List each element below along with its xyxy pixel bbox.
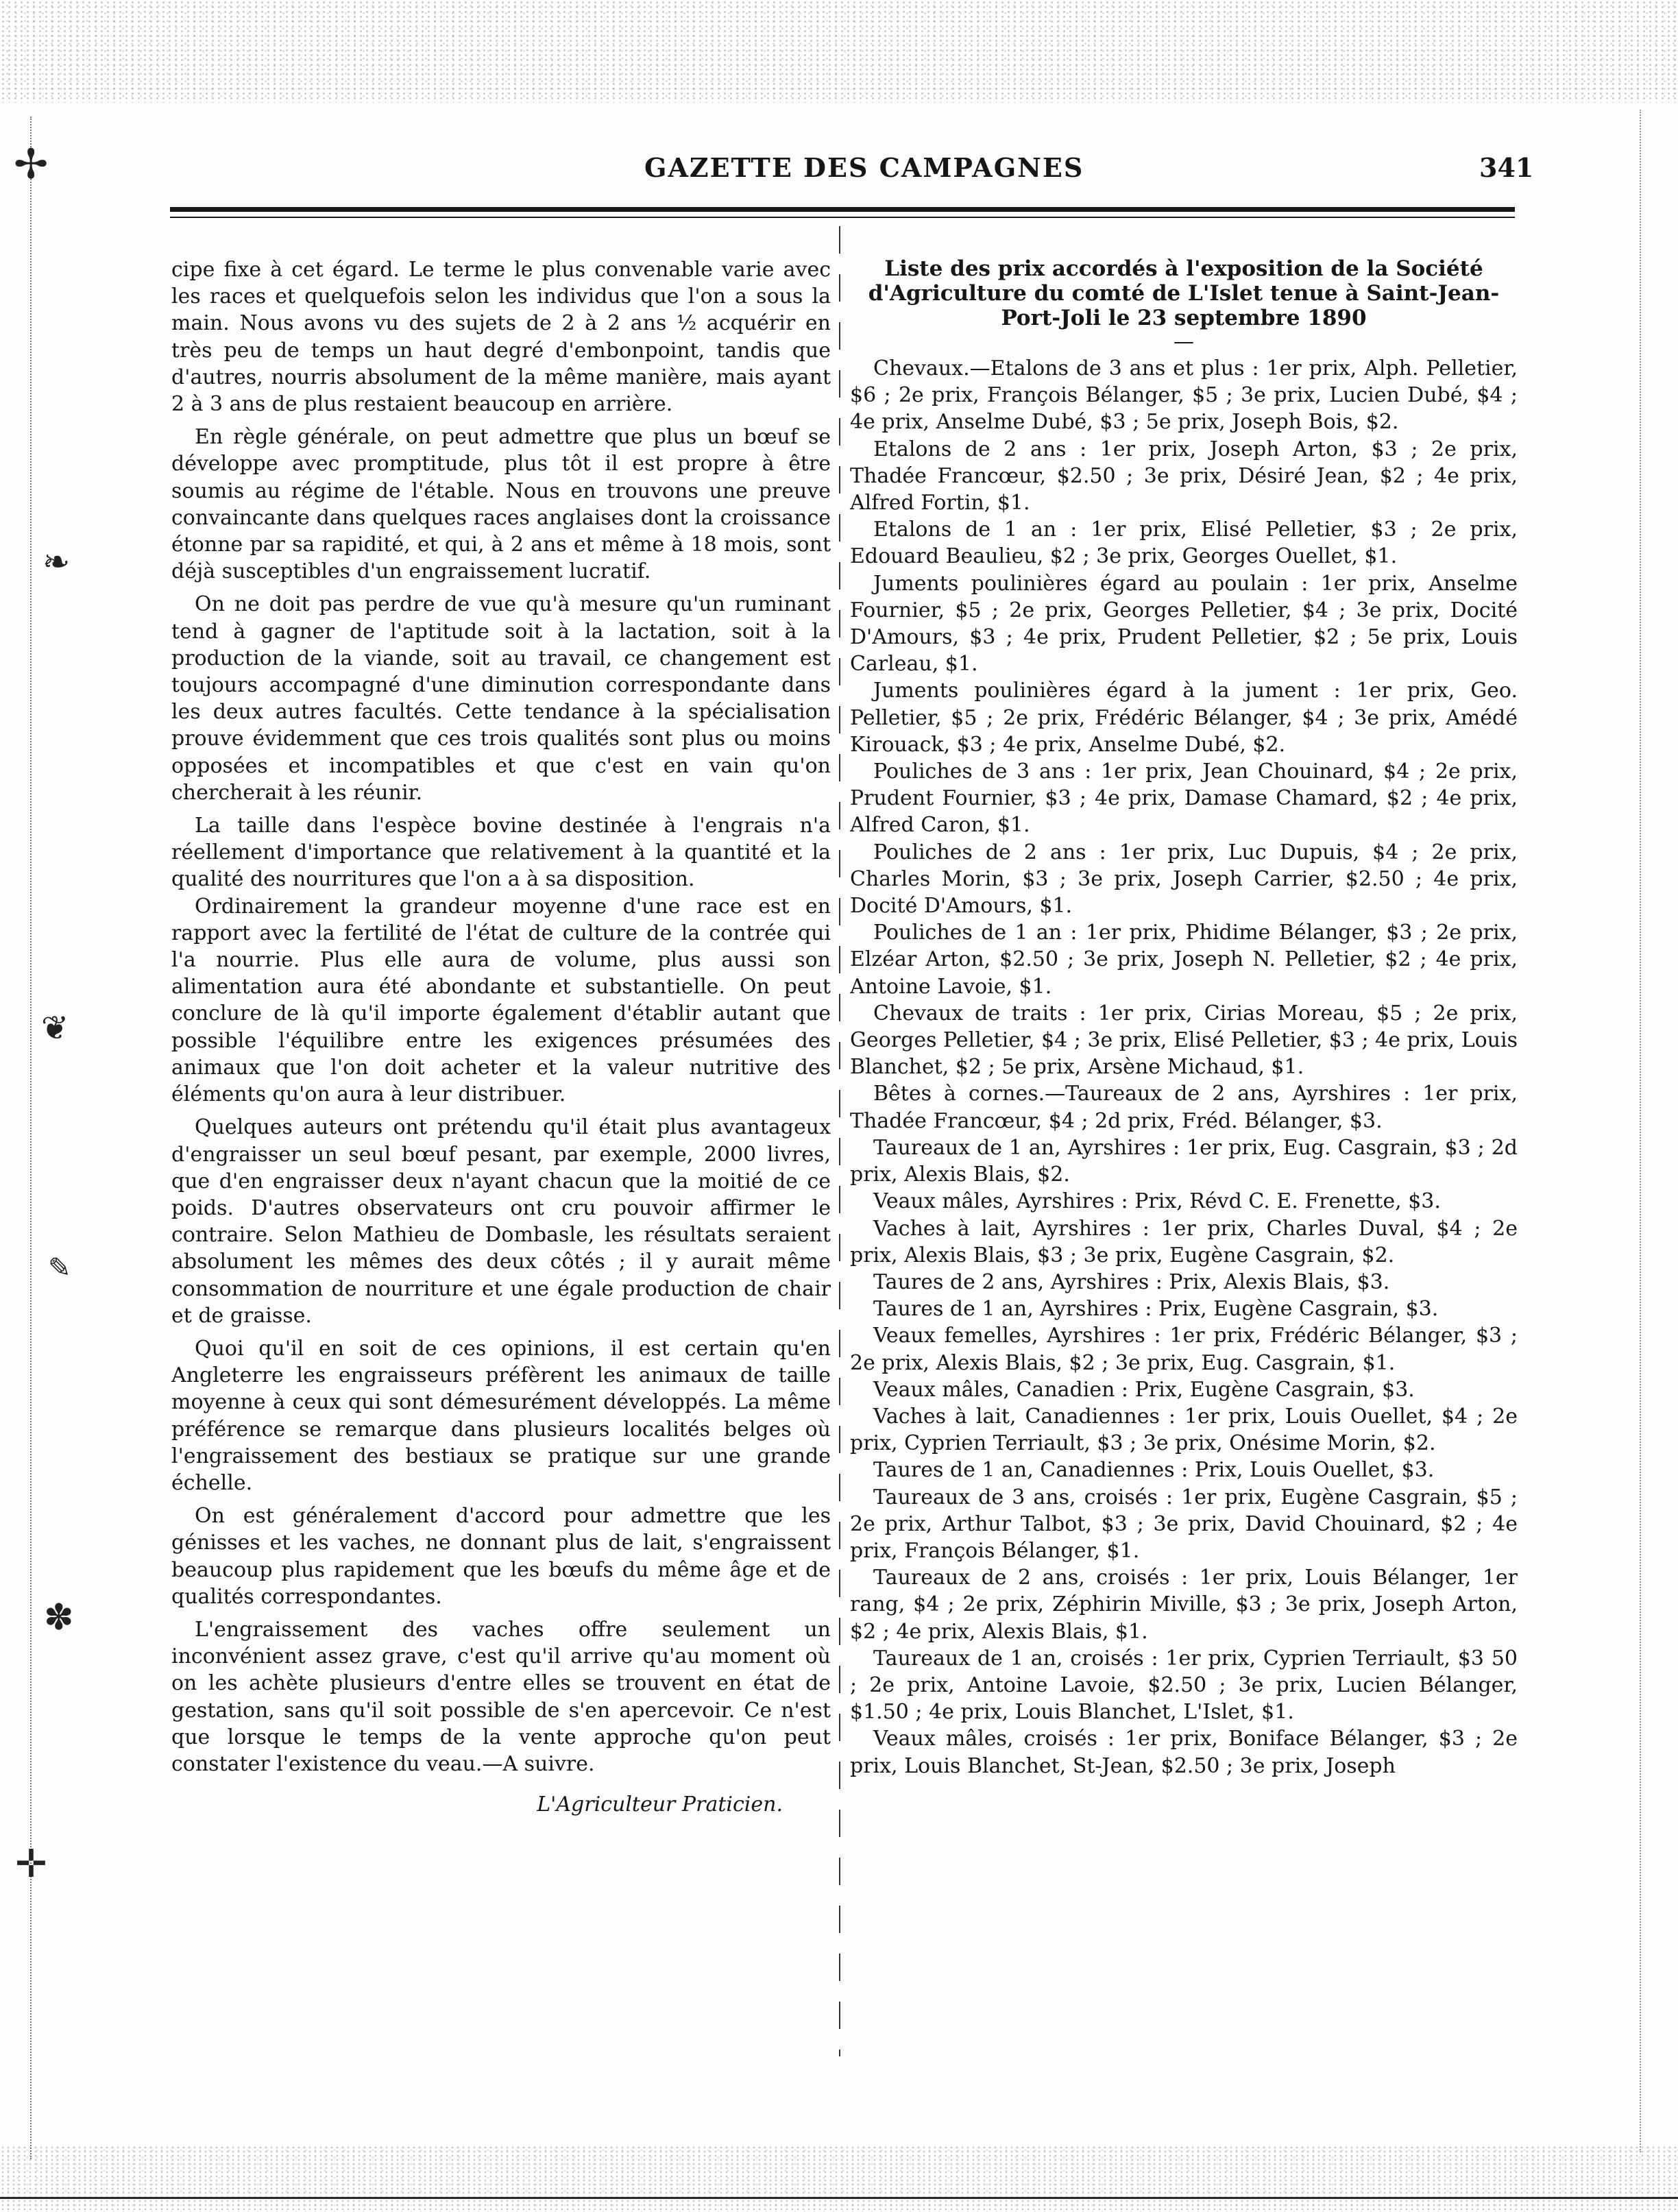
prize-entry: Pouliches de 2 ans : 1er prix, Luc Dupuis, $4 ; 2e prix, Charles Morin, $3 ; 3e prix, Joseph Carrier, $2.50 ; 4e prix, Docité D'Amours, $1. (850, 840, 1518, 919)
prize-entry: Taureaux de 1 an, croisés : 1er prix, Cyprien Terriault, $3 50 ; 2e prix, Antoine Lavoie, $2.50 ; 3e prix, Lucien Bélanger, $1.50 ; 4e prix, Louis Blanchet, L'Islet, $1. (850, 1646, 1518, 1725)
article-paragraph: L'engraissement des vaches offre seulement un inconvénient assez grave, c'est qu'il arrive qu'au moment où on les achète plusieurs d'entre elles se trouvent en état de gestation, sans qu'il soit possible de s'en apercevoir. Ce n'est que lorsque le temps de la vente approche qu'on peut constater l'existence du veau.—A suivre. (171, 1617, 831, 1776)
prize-entry: Chevaux de traits : 1er prix, Cirias Moreau, $5 ; 2e prix, Georges Pelletier, $4 ; 3e prix, Elisé Pelletier, $3 ; 4e prix, Louis Blanchet, $2 ; 5e prix, Arsène Michaud, $1. (850, 1001, 1518, 1080)
prize-entry: Taureaux de 2 ans, croisés : 1er prix, Louis Bélanger, 1er rang, $4 ; 2e prix, Zéphirin Miville, $3 ; 3e prix, Joseph Arton, $2 ; 4e prix, Alexis Blais, $1. (850, 1566, 1518, 1644)
bottom-edge-rule (0, 2197, 1678, 2199)
title-dash: — (1174, 330, 1194, 354)
article-paragraph: En règle générale, on peut admettre que plus un bœuf se développe avec promptitude, plus tôt il est propre à être soumis au régime de l'étable. Nous en trouvons une preuve convaincante dans quelques races anglaises dont la croissance étonne par sa rapidité, et qui, à 2 ans et même à 18 mois, sont déjà susceptibles d'un engraissement lucratif. (171, 425, 831, 584)
prize-entry: Etalons de 1 an : 1er prix, Elisé Pelletier, $3 ; 2e prix, Edouard Beaulieu, $2 ; 3e prix, Georges Ouellet, $1. (850, 518, 1518, 569)
prize-entry: Vaches à lait, Canadiennes : 1er prix, Louis Ouellet, $4 ; 2e prix, Cyprien Terriault, $3 ; 3e prix, Onésime Morin, $2. (850, 1404, 1518, 1456)
prize-entry: Taures de 1 an, Canadiennes : Prix, Louis Ouellet, $3. (873, 1458, 1435, 1483)
prize-entry: Juments poulinières égard à la jument : 1er prix, Geo. Pelletier, $5 ; 2e prix, Frédéric Bélanger, $4 ; 3e prix, Amédé Kirouack, $3 ; 4e prix, Anselme Dubé, $2. (850, 679, 1518, 757)
article-paragraph: Quelques auteurs ont prétendu qu'il était plus avantageux d'engraisser un seul bœuf pesant, par exemple, 2000 livres, que d'en engraisser deux n'ayant chacun que la moitié de ce poids. D'autres observateurs ont cru pouvoir affirmer le contraire. Selon Mathieu de Dombasle, les résultats seraient absolument les mêmes des deux côtés ; il y aurait même consommation de nourriture et une égale production de chair et de graisse. (171, 1115, 831, 1328)
prize-entry: Chevaux.—Etalons de 3 ans et plus : 1er prix, Alph. Pelletier, $6 ; 2e prix, François Bélanger, $5 ; 3e prix, Lucien Dubé, $4 ; 4e prix, Anselme Dubé, $3 ; 5e prix, Joseph Bois, $2. (850, 356, 1518, 435)
article-paragraph: On ne doit pas perdre de vue qu'à mesure qu'un ruminant tend à gagner de l'aptitude soit à la lactation, soit à la production de la viande, soit au travail, ce changement est toujours accompagné d'une diminution correspondante dans les deux autres facultés. Cette tendance à la spécialisation prouve évidemment que ces trois qualités sont plus ou moins opposées et incompatibles et que c'est en vain qu'on chercherait à les réunir. (171, 592, 831, 805)
margin-ornament-icon: ✢ (14, 141, 49, 189)
header-rule-thin (170, 217, 1515, 218)
prize-entry: Veaux femelles, Ayrshires : 1er prix, Frédéric Bélanger, $3 ; 2e prix, Alexis Blais, $2 ; 3e prix, Eug. Casgrain, $1. (850, 1324, 1518, 1375)
prize-entry: Veaux mâles, croisés : 1er prix, Boniface Bélanger, $3 ; 2e prix, Louis Blanchet, St-Jean, $2.50 ; 3e prix, Joseph (850, 1727, 1518, 1778)
header-rule-thick (170, 207, 1515, 212)
prize-entry: Etalons de 2 ans : 1er prix, Joseph Arton, $3 ; 2e prix, Thadée Francœur, $2.50 ; 3e prix, Désiré Jean, $2 ; 4e prix, Alfred Fortin, $1. (850, 437, 1518, 515)
article-source: L'Agriculteur Praticien. (537, 1792, 783, 1817)
margin-ornament-icon: ✽ (44, 1597, 74, 1638)
margin-ornament-icon: ❧ (42, 543, 71, 581)
article-paragraph: La taille dans l'espèce bovine destinée à l'engrais n'a réellement d'importance que relativement à la quantité et la qualité des nourritures que l'on a à sa disposition. (171, 814, 831, 892)
prize-entry: Taures de 1 an, Ayrshires : Prix, Eugène Casgrain, $3. (873, 1297, 1439, 1322)
prize-entry: Juments poulinières égard au poulain : 1er prix, Anselme Fournier, $5 ; 2e prix, Georges Pelletier, $4 ; 3e prix, Docité D'Amours, $3 ; 4e prix, Prudent Pelletier, $2 ; 5e prix, Louis Carleau, $1. (850, 571, 1518, 677)
margin-ornament-icon: ❦ (41, 1009, 69, 1047)
prize-entry: Veaux mâles, Ayrshires : Prix, Révd C. E. Frenette, $3. (873, 1189, 1441, 1214)
article-paragraph: On est généralement d'accord pour admettre que les génisses et les vaches, ne donnant plus de lait, s'engraissent beaucoup plus rapidement que les bœufs du même âge et de qualités correspondantes. (171, 1504, 831, 1609)
article-paragraph: Quoi qu'il en soit de ces opinions, il est certain qu'en Angleterre les engraisseurs préfèrent les animaux de taille moyenne à ceux qui sont démesurément développés. La même préférence se remarque dans plusieurs localités belges où l'engraissement des bestiaux se pratique sur une grande échelle. (171, 1336, 831, 1495)
running-title: GAZETTE DES CAMPAGNES (644, 152, 1084, 183)
prize-entry: Pouliches de 3 ans : 1er prix, Jean Chouinard, $4 ; 2e prix, Prudent Fournier, $3 ; 4e prix, Damase Chamard, $2 ; 4e prix, Alfred Caron, $1. (850, 759, 1518, 838)
margin-ornament-icon: ✛ (15, 1842, 47, 1886)
prize-entry: Taures de 2 ans, Ayrshires : Prix, Alexis Blais, $3. (873, 1269, 1390, 1294)
prize-entry: Veaux mâles, Canadien : Prix, Eugène Casgrain, $3. (873, 1377, 1415, 1402)
column-divider (839, 226, 840, 2056)
page-header (0, 152, 1678, 193)
prize-entry: Bêtes à cornes.—Taureaux de 2 ans, Ayrshires : 1er prix, Thadée Francœur, $4 ; 2d prix, Fréd. Bélanger, $3. (850, 1082, 1518, 1133)
prize-entry: Pouliches de 1 an : 1er prix, Phidime Bélanger, $3 ; 2e prix, Elzéar Arton, $2.50 ; 3e prix, Joseph N. Pelletier, $2 ; 4e prix, Antoine Lavoie, $1. (850, 921, 1518, 999)
margin-ornament-icon: ✎ (48, 1252, 71, 1284)
right-margin-line (1640, 110, 1642, 2152)
prize-entry: Taureaux de 3 ans, croisés : 1er prix, Eugène Casgrain, $5 ; 2e prix, Arthur Talbot, $3 ; 3e prix, David Chouinard, $2 ; 4e prix, François Bélanger, $1. (850, 1485, 1518, 1563)
scan-noise-bottom (0, 2146, 1678, 2212)
prize-entry: Vaches à lait, Ayrshires : 1er prix, Charles Duval, $4 ; 2e prix, Alexis Blais, $3 ; 3e prix, Eugène Casgrain, $2. (850, 1216, 1518, 1267)
left-column (171, 256, 831, 1818)
prize-entry: Taureaux de 1 an, Ayrshires : 1er prix, Eug. Casgrain, $3 ; 2d prix, Alexis Blais, $2. (850, 1135, 1518, 1187)
article-paragraph: cipe fixe à cet égard. Le terme le plus convenable varie avec les races et quelquefois selon les individus que l'on a sous la main. Nous avons vu des sujets de 2 à 2 ans ½ acquérir en très peu de temps un haut degré d'embonpoint, tandis que d'autres, nourris absolument de la même manière, mais ayant 2 à 3 ans de plus restaient beaucoup en arrière. (171, 258, 831, 417)
right-column (850, 256, 1518, 1779)
article-paragraph: Ordinairement la grandeur moyenne d'une race est en rapport avec la fertilité de l'état de culture de la contrée qui l'a nourrie. Plus elle aura de volume, plus aussi son alimentation aura été abondante et substantielle. On peut conclure de là qu'il importe également d'établir autant que possible l'équilibre entre les exigences présumées des animaux que l'on doit acheter et la valeur nutritive des éléments qu'on aura à leur distribuer. (171, 894, 831, 1107)
prize-list-title: Liste des prix accordés à l'exposition de la Société d'Agriculture du comté de L'Islet tenue à Saint-Jean-Port-Joli le 23 septembre 1890 (868, 256, 1500, 330)
scan-noise-top (0, 0, 1678, 103)
page-number: 341 (1479, 152, 1534, 183)
